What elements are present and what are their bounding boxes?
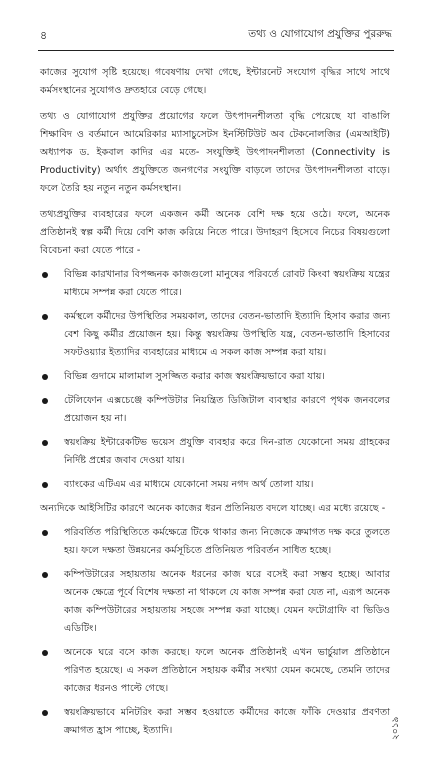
list-item-text: বিভিন্ন গুদামে মালামাল সুসজ্জিত করার কাজ স্বয়ংক্রিয়ভাবে করা যায়। [64,371,325,382]
bullet-icon [42,398,48,404]
bullet-icon [42,272,48,278]
list-item-text: স্বয়ংক্রিয় ইন্টারেকটিভ ভয়েস প্রযুক্তি ব্যবহার করে দিন-রাত যেকোনো সময় গ্রাহকের নির্দিষ্ট প্রশ্নের জবাব দেওয়া যায়। [64,437,390,466]
bullet-icon [42,482,48,488]
list-item [40,266,390,302]
list-item [40,524,390,560]
list-item-text: কম্পিউটারের সহায়তায় অনেক ধরনের কাজ ঘরে বসেই করা সম্ভব হচ্ছে। আবার অনেক ক্ষেত্রে পূর্বে বিশেষ দক্ষতা না থাকলে যে কাজ সম্পন্ন করা যেত না, এরূপ অনেক কাজ কম্পিউটারের সহায়তায় সহজে সম্পন্ন করা যাচ্ছে। যেমন ফটোগ্রাফি বা ভিডিও এডিটিং। [64,569,390,634]
bullet-list-examples [40,266,390,494]
paragraph: তথ্যপ্রযুক্তির ব্যবহারের ফলে একজন কর্মী অনেক বেশি দক্ষ হয়ে ওঠে। ফলে, অনেক প্রতিষ্ঠানই স্বল্প কর্মী দিয়ে বেশি কাজ করিয়ে নিতে পারে। উদাহরণ হিসেবে নিচের বিষয়গুলো বিবেচনা করা যেতে পারে - [40,209,390,256]
list-item [40,392,390,428]
list-item-text: টেলিফোন এক্সচেঞ্জে কম্পিউটার নিয়ন্ত্রিত ডিজিটাল ব্যবস্থার কারণে পৃথক জনবলের প্রয়োজন হয় না। [64,395,390,424]
page-header [40,25,392,47]
bullet-list-changes [40,524,390,740]
paragraph: অন্যদিকে আইসিটির কারণে অনেক কাজের ধরন প্রতিনিয়ত বদলে যাচ্ছে। এর মধ্যে রয়েছে - [40,503,386,514]
bullet-icon [42,572,48,578]
paragraph: কাজের সুযোগ সৃষ্টি হয়েছে। গবেষণায় দেখা গেছে, ইন্টারনেট সংযোগ বৃদ্ধির সাথে সাথে কর্মসংস্থানের সুযোগও দ্রুতহারে বেড়ে গেছে। [40,67,390,96]
bullet-icon [42,374,48,380]
bullet-icon [42,710,48,716]
running-title: তথ্য ও যোগাযোগ প্রযুক্তির পুররুদ্ধ [248,28,392,40]
bullet-icon [42,650,48,656]
list-item [40,566,390,638]
list-item-text: বিভিন্ন কারখানার বিপজ্জনক কাজগুলো মানুষের পরিবর্তে রোবট কিংবা স্বয়ংক্রিয় যন্ত্রের মাধ্যমে সম্পন্ন করা যেতে পারে। [64,269,390,298]
year-mark: ২০১৯ [391,716,401,740]
list-item-text: স্বয়ংক্রিয়ভাবে মনিটরিং করা সম্ভব হওয়াতে কর্মীদের কাজে ফাঁকি দেওয়ার প্রবণতা ক্রমাগত হ্রাস পাচ্ছে, ইত্যাদি। [64,707,390,736]
bullet-icon [42,440,48,446]
paragraph: তথ্য ও যোগাযোগ প্রযুক্তির প্রয়োগের ফলে উৎপাদনশীলতা বৃদ্ধি পেয়েছে যা বাঙালি শিক্ষাবিদ ও বর্তমানে আমেরিকার ম্যাসাচুসেটস ইনস্টিটিউট অব টেকনোলজির (এমআইটি) অধ্যাপক ড. ইকবাল কাদির এর মতে- সংযুক্তিই উৎপাদনশীলতা (Connectivity is Productivity) অর্থাৎ প্রযুক্তিতে জনগণের সংযুক্তি বাড়লে তাদের উৎপাদনশীলতা বাড়ে। ফলে তৈরি হয় নতুন নতুন কর্মসংস্থান। [40,111,390,194]
list-item-text: পরিবর্তিত পরিস্থিতিতে কর্মক্ষেত্রে টিকে থাকার জন্য নিজেকে ক্রমাগত দক্ষ করে তুলতে হয়। ফলে দক্ষতা উন্নয়নের কর্মসূচিতে প্রতিনিয়ত পরিবর্তন সাধিত হচ্ছে। [64,527,390,556]
list-item [40,476,390,494]
page-number: ৪ [40,29,48,42]
list-item-text: ব্যাংকের এটিএম এর মাধ্যমে যেকোনো সময় নগদ অর্থ তোলা যায়। [64,479,314,490]
list-item-text: কর্মস্থলে কর্মীদের উপস্থিতির সময়কাল, তাদের বেতন-ভাতাদি ইত্যাদি হিসাব করার জন্য বেশ কিছু কর্মীর প্রয়োজন হয়। কিন্তু স্বয়ংক্রিয় উপস্থিতি যন্ত্র, বেতন-ভাতাদি হিসাবের সফটওয়্যার ইত্যাদির ব্যবহারের মাধ্যমে এ সকল কাজ সম্পন্ন করা যায়। [64,311,390,358]
list-item [40,368,390,386]
bullet-icon [42,530,48,536]
page-body [40,64,390,746]
list-item [40,704,390,740]
list-item-text: অনেকে ঘরে বসে কাজ করছে। ফলে অনেক প্রতিষ্ঠানই এখন ভার্চুয়াল প্রতিষ্ঠানে পরিণত হয়েছে। এ সকল প্রতিষ্ঠানে সহায়ক কর্মীর সংখ্যা যেমন কমেছে, তেমনি তাদের কাজের ধরনও পাল্টে গেছে। [64,647,390,694]
bullet-icon [42,314,48,320]
header-rule [38,50,394,51]
list-item [40,434,390,470]
list-item [40,308,390,362]
list-item [40,644,390,698]
